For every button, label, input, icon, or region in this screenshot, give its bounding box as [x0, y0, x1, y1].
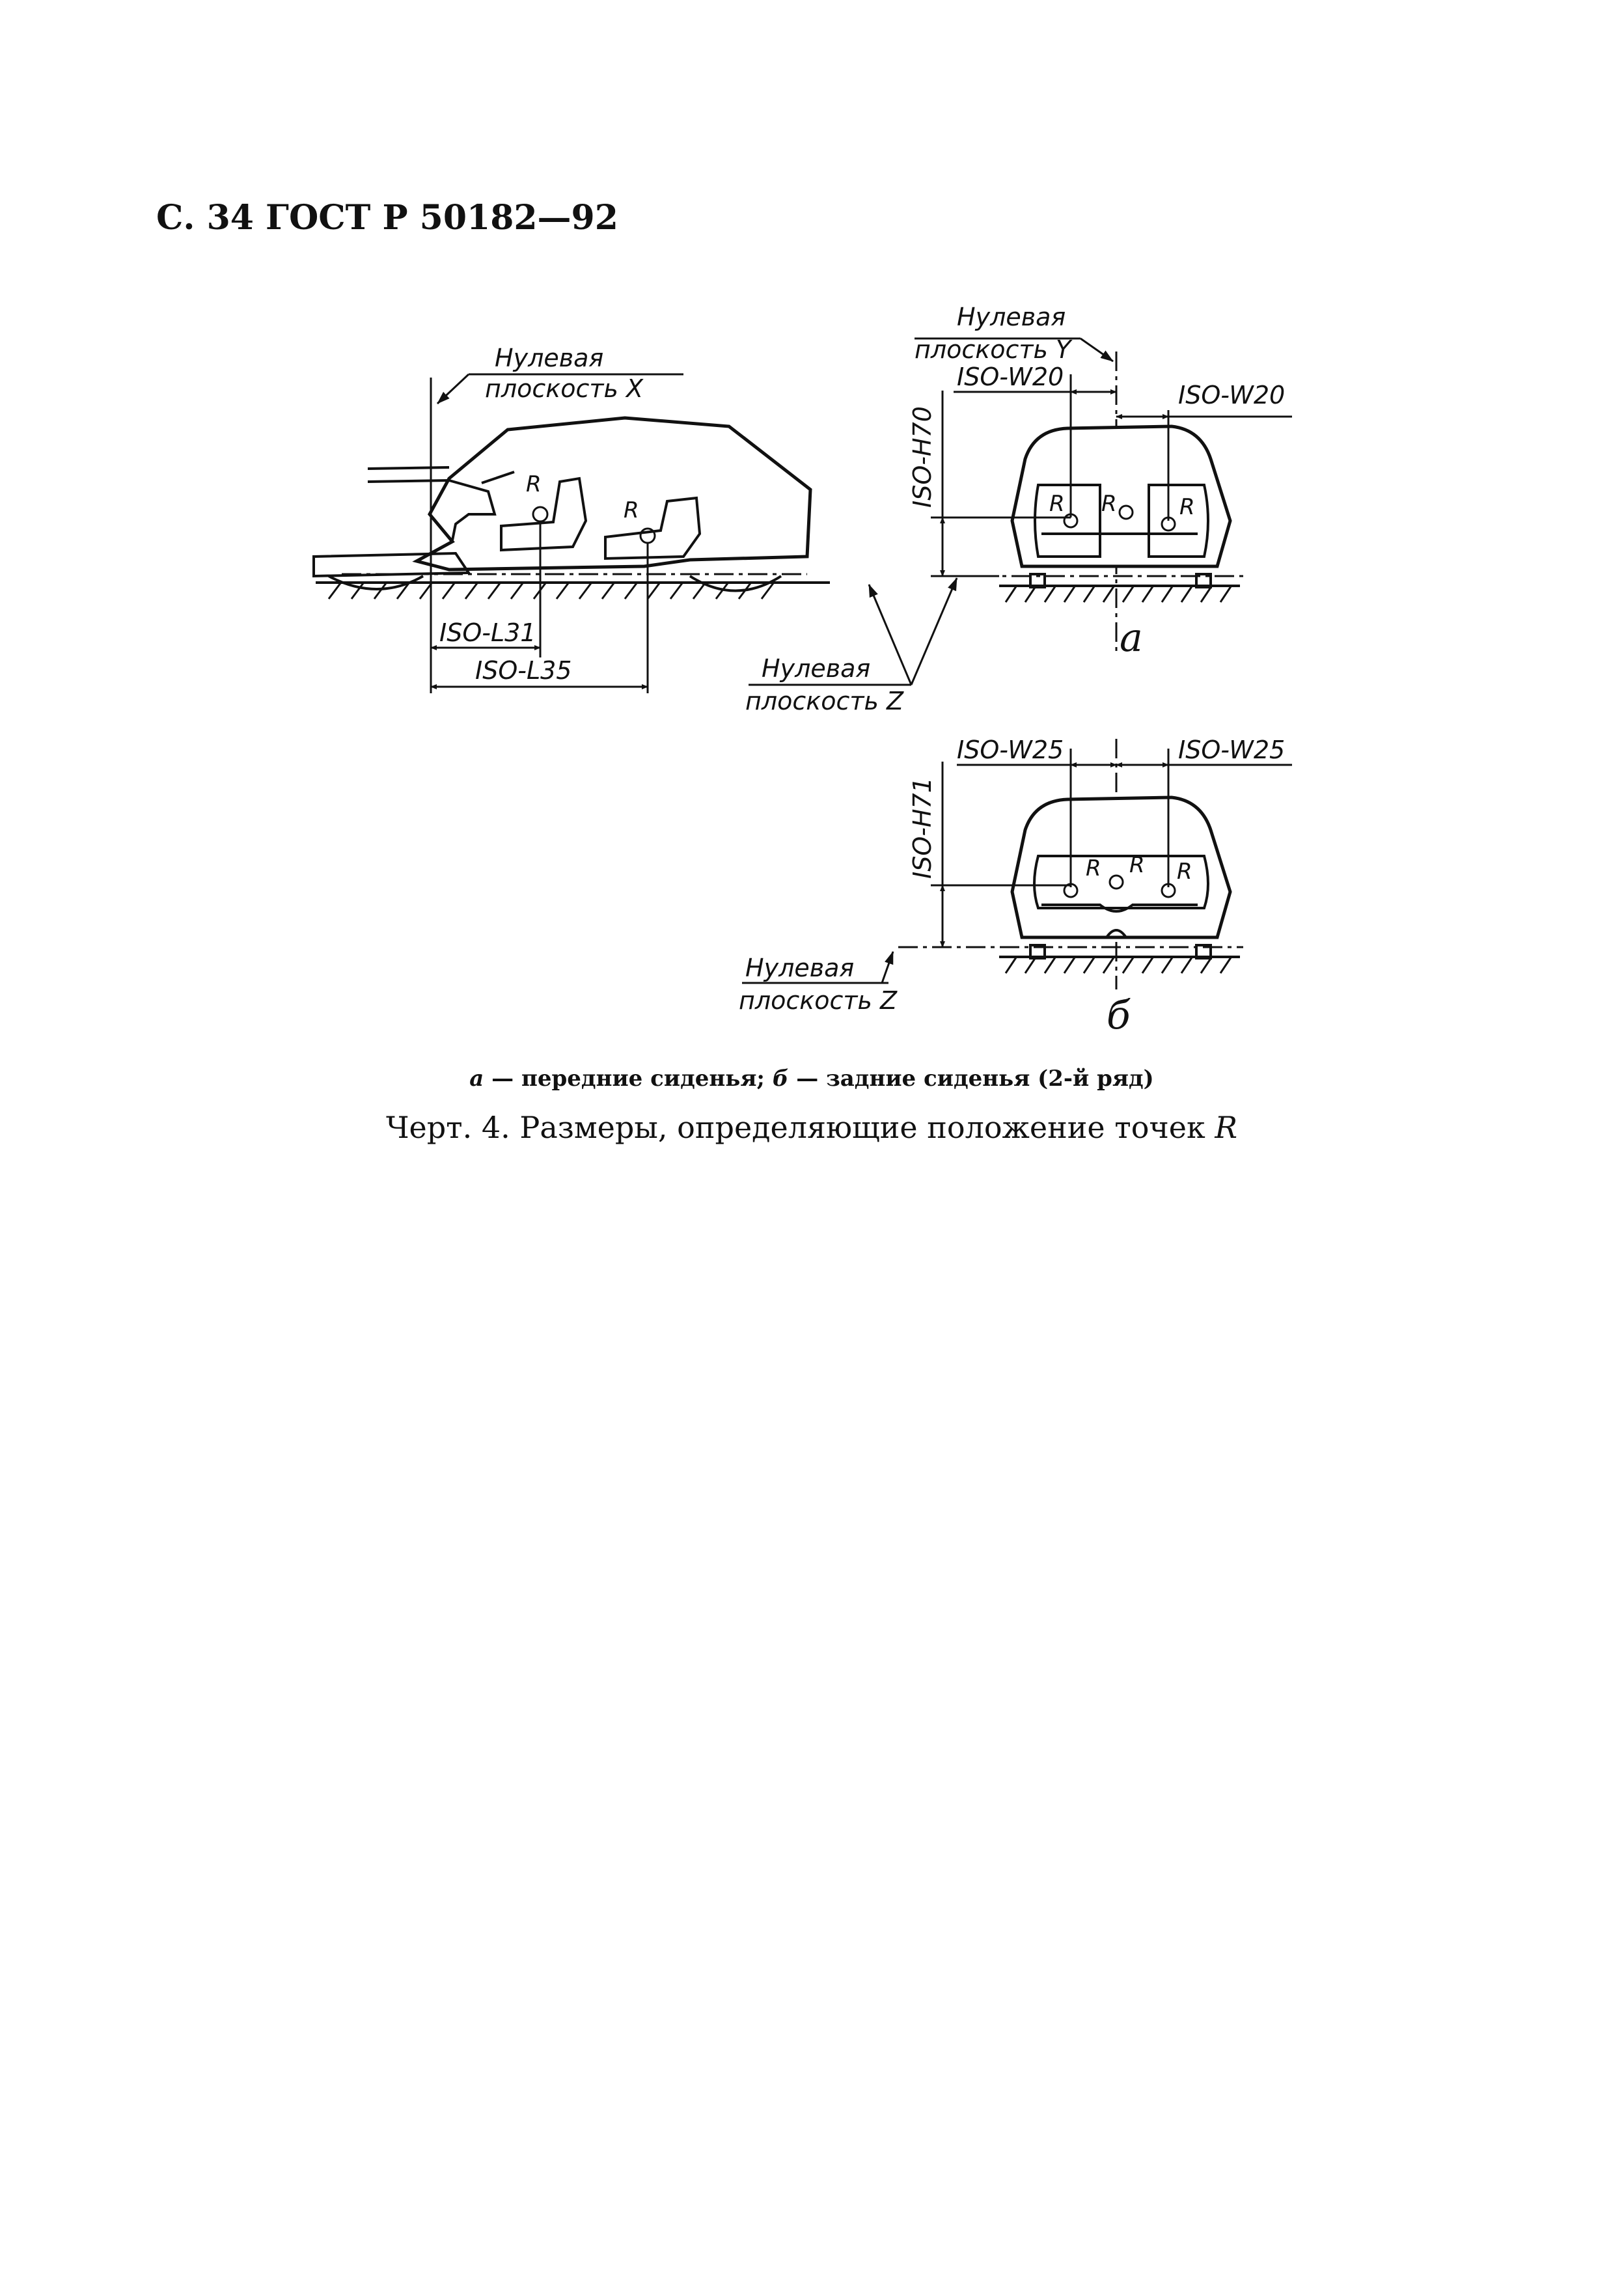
- side-plane-z-arrow-2: [911, 578, 957, 685]
- fva-plane-y-arrow: [1080, 338, 1113, 361]
- side-plane-x-label-2: плоскость X: [485, 374, 644, 403]
- fva-r-right-label: R: [1179, 494, 1195, 520]
- fvb-w25-left-label: ISO-W25: [957, 736, 1064, 764]
- fvb-plane-z-label-1: Нулевая: [745, 954, 855, 982]
- fva-plane-y-label-2: плоскость Y: [915, 335, 1071, 364]
- fvb-sub-label: б: [1107, 993, 1131, 1038]
- fva-w20-right-label: ISO-W20: [1178, 381, 1286, 409]
- side-dim-l35-label: ISO-L35: [475, 656, 572, 685]
- front-view-a-drawing: [908, 303, 1292, 661]
- legend-a-letter: a: [469, 1066, 484, 1092]
- fvb-r-center-label: R: [1129, 852, 1145, 878]
- side-r-front-label: R: [526, 471, 542, 497]
- side-plane-z-label-2: плоскость Z: [745, 687, 904, 715]
- figure-caption: [386, 1110, 1237, 1145]
- legend-a-text: — передние сиденья;: [484, 1066, 773, 1092]
- side-plane-z-label-1: Нулевая: [762, 654, 871, 683]
- side-dim-l31-label: ISO-L31: [439, 618, 536, 647]
- legend-b-letter: б: [772, 1066, 789, 1092]
- caption-title: Черт. 4. Размеры, определяющие положение точек: [385, 1110, 1215, 1145]
- fvb-r-left-label: R: [1086, 855, 1101, 881]
- fvb-h71-label: ISO-H71: [908, 777, 937, 879]
- fvb-plane-z-label-2: плоскость Z: [739, 986, 898, 1015]
- front-view-b-drawing: [739, 736, 1292, 1038]
- fva-w20-left-label: ISO-W20: [957, 363, 1064, 391]
- side-plane-x-label-1: Нулевая: [495, 344, 604, 372]
- side-hood-bar: [368, 467, 449, 482]
- figure-legend: [469, 1066, 1153, 1092]
- fvb-w25-right-label: ISO-W25: [1178, 736, 1286, 764]
- fva-ground-hatch: [1006, 587, 1231, 602]
- side-car-body: [417, 418, 810, 570]
- side-plane-x-arrow: [437, 374, 469, 404]
- side-view-drawing: [314, 344, 957, 715]
- side-plane-z-arrow-1: [869, 585, 911, 685]
- fvb-plane-z-arrow: [882, 952, 893, 983]
- fva-h70-label: ISO-H70: [908, 406, 937, 508]
- legend-b-text: — задние сиденья (2-й ряд): [788, 1066, 1154, 1092]
- caption-title-r: R: [1215, 1110, 1238, 1145]
- fva-sub-label: a: [1120, 615, 1143, 661]
- fva-plane-y-label-1: Нулевая: [957, 303, 1066, 331]
- side-r-rear-label: R: [624, 497, 639, 523]
- fvb-car-body: [1012, 797, 1230, 937]
- fvb-r-right-label: R: [1177, 859, 1192, 885]
- fva-car-body: [1012, 426, 1230, 566]
- fvb-ground-hatch: [1006, 958, 1231, 973]
- fva-r-center-label: R: [1101, 491, 1117, 517]
- fva-r-left-label: R: [1049, 491, 1065, 517]
- page-header: С. 34 ГОСТ Р 50182—92: [156, 198, 618, 238]
